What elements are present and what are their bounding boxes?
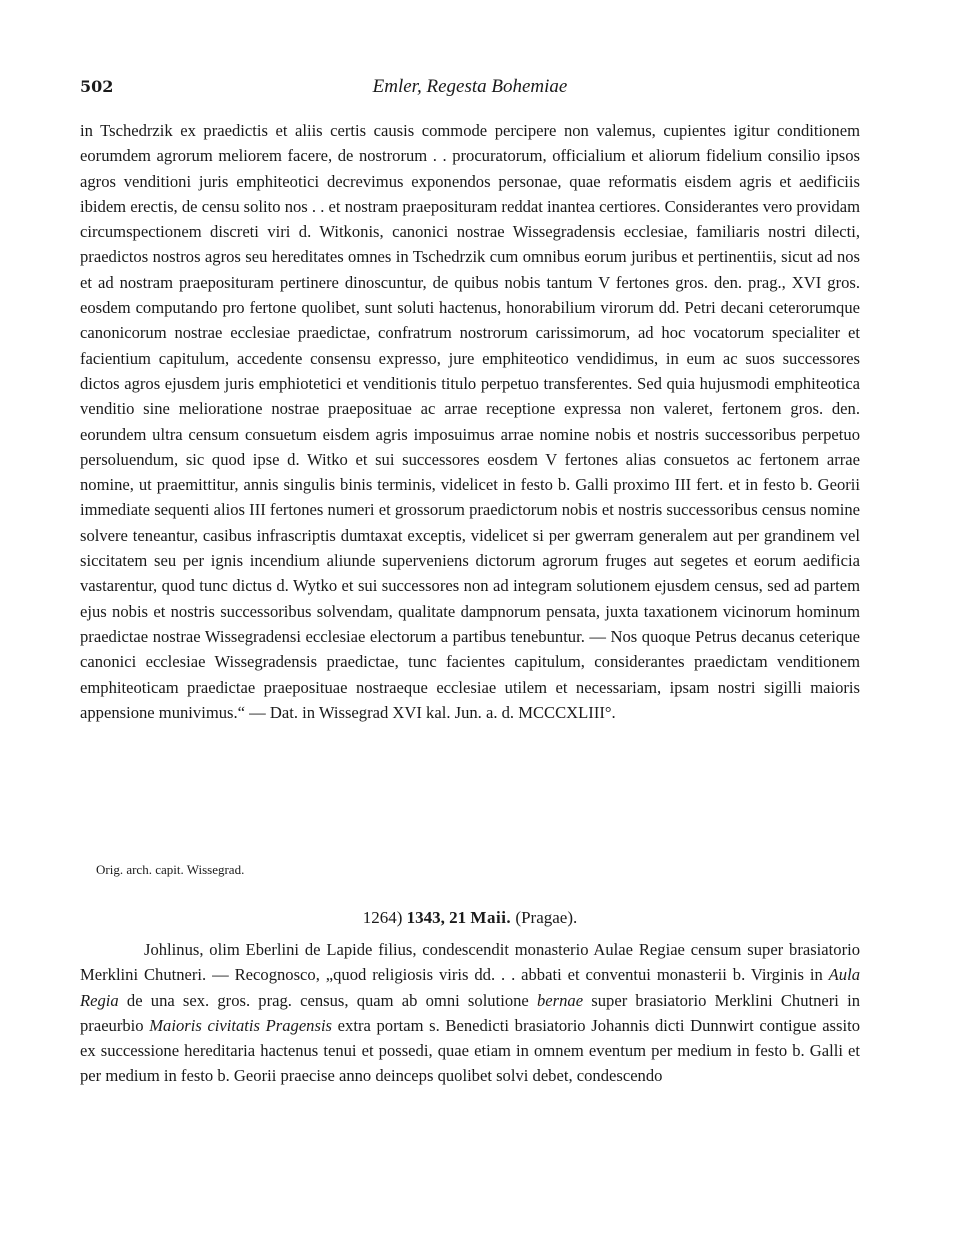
entry-date: 1343, 21 (406, 908, 467, 927)
entry-place: (Pragae). (515, 908, 578, 927)
running-title: Emler, Regesta Bohemiae (372, 76, 568, 97)
entry-month: Maii. (470, 908, 512, 927)
entry-regest (80, 937, 860, 1089)
regest-italic-1: Aula Regia (80, 965, 860, 1010)
regest-text-2: de una sex. gros. prag. census, quam ab omni solutione (118, 990, 537, 1010)
regest-text-1: Johlinus, olim Eberlini de Lapide filius, condescendit monasterio Aulae Regiae censum super brasiatorio Merklini Chutneri. — Recognosco, „quod religiosis viris dd. . . abbati et conventui monasterii b. Virginis in (80, 940, 860, 985)
main-paragraph: in Tschedrzik ex praedictis et aliis certis causis commode percipere non valemus, cupientes igitur conditionem eorumdem agrorum meliorem facere, de nostrorum . . procuratorum, officialium et aliorum fidelium consilio ipsos agros venditioni juris emphiteotici decrevimus exponendos personae, quae reformatis eisdem agris et aedificiis ibidem erectis, de censu solito nos . . et nostram praeposituram reddat inantea certiores. Considerantes vero providam circumspectionem discreti viri d. Witkonis, canonici nostrae Wissegradensis ecclesiae, familiaris nostri dilecti, praedictos nostros agros seu hereditates omnes in Tschedrzik cum omnibus eorum juribus et pertinentiis, sicut ad nos et ad nostram praeposituram pertinere dinoscuntur, de quibus nobis tantum V fertones gros. den. prag., XVI gros. eosdem computando pro fertone quolibet, sunt soluti hactenus, honorabilium virorum dd. Petri decani ceterorumque canonicorum nostrae ecclesiae praedictae, confratrum nostrorum carissimorum, ad hoc vocatorum specialiter et facientium capitulum, accedente consensu expresso, jure emphiteotico vendidimus, in eum ac suos successores dictos agros ejusdem juris emphiotetici et venditionis titulo perpetuo transferentes. Sed quia hujusmodi emphiteotica venditio sine melioratione nostrae praeposituae ac arrae receptione expressa non valeret, fertonem gros. den. eorundem ultra censum consuetum eisdem agris imposuimus arrae nomine nobis et nostris successoribus perpetuo persoluendum, sic quod ipse d. Witko et sui successores eosdem V fertones alias consuetos ac fertonem arrae nomine, ut praemittitur, annis singulis binis terminis, videlicet in festo b. Galli proximo III fert. et in festo b. Georii immediate sequenti alios III fertones numeri et grossorum praedictorum nobis et nostris successoribus census nomine solvere teneantur, casibus infrascriptis dumtaxat exceptis, videlicet si per gwerram generalem aut per grandinem vel siccitatem seu per ignis incendium aliunde superveniens dictorum agrorum fruges aut segetes et eorum aedificia vastarentur, quod tunc dictus d. Wytko et sui successores non ad integram solutionem ejusdem census, sed ad partem ejus nobis et nostris successoribus solvendam, qualitate dampnorum pensata, juxta taxationem vicinorum hominum praedictae nostrae Wissegradensi ecclesiae electorum a partibus tenebuntur. — Nos quoque Petrus decanus ceterique canonici ecclesiae Wissegradensis praedictae, tunc facientes capitulum, considerantes praedictam venditionem emphiteoticam praedictae praeposituae nostraeque ecclesiae utilem et necessariam, ipsam nostri sigilli maioris appensione munivimus.“ — Dat. in Wissegrad XVI kal. Jun. a. d. MCCCXLIII°. (80, 121, 860, 722)
regest-text-3: super brasiatorio Merklini Chutneri in praeurbio (80, 990, 861, 1035)
page-number: 502 (80, 77, 114, 96)
entry-heading (80, 906, 860, 930)
regest-italic-3: Maioris civitatis Pragensis (149, 1015, 333, 1035)
source-note: Orig. arch. capit. Wissegrad. (96, 862, 245, 877)
page-header (80, 76, 860, 100)
entry-number: 1264) (362, 908, 403, 927)
regest-text-4: extra portam s. Benedicti brasiatorio Johannis dicti Dunnwirt contigue assito ex successione hereditaria hactenus tenui et possedi, quae etiam in omnem eventum per medium in festo b. Galli et per medium in festo b. Georii praecise anno deinceps quolibet solvi debet, condescendo (80, 1015, 860, 1086)
regest-italic-2: bernae (536, 990, 584, 1010)
